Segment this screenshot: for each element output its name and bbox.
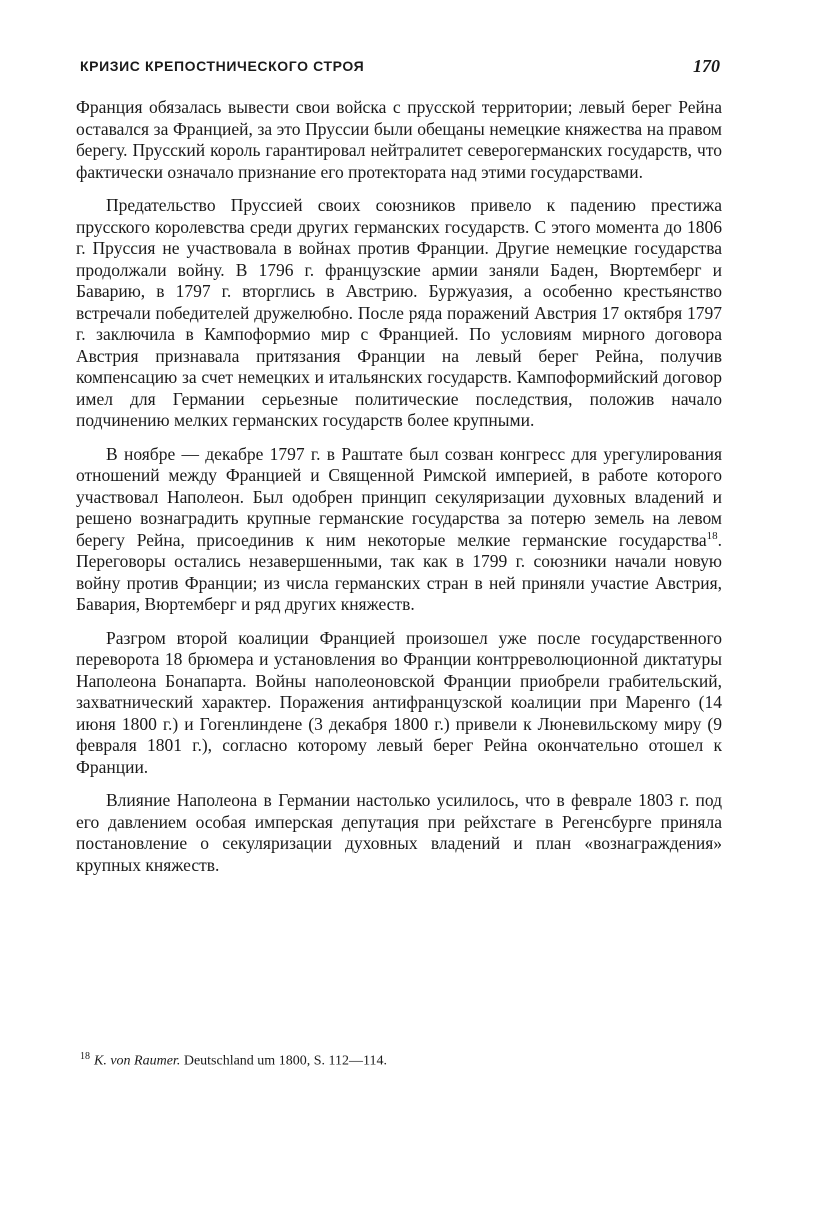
running-title: КРИЗИС КРЕПОСТНИЧЕСКОГО СТРОЯ <box>80 58 365 74</box>
footnote-reference[interactable]: 18 <box>706 529 718 542</box>
page-number: 170 <box>693 56 720 76</box>
paragraph-2: Предательство Пруссией своих союзников привело к падению престижа прусского королевства среди других германских государств. С этого момента до 1806 г. Пруссия не участвовала в войнах против Франции. Другие немецкие государства продолжали войну. В 1796 г. французские армии заняли Баден, Вюртемберг и Баварию, в 1797 г. вторглись в Австрию. Буржуазия, а особенно крестьянство встречали победителей дружелюбно. После ряда поражений Австрия 17 октября 1797 г. заключила в Кампоформио мир с Францией. По условиям мирного договора Австрия признавала притязания Франции на левый берег Рейна, получив компенсацию за счет немецких и итальянских государств. Кампоформийский договор имел для Германии серьезные политические последствия, положив начало подчинению мелких германских государств более крупными. <box>76 195 722 430</box>
footnote-number: 18 <box>80 1051 90 1062</box>
running-head <box>80 58 720 82</box>
body-text <box>76 97 722 888</box>
paragraph-1: Франция обязалась вывести свои войска с прусской территории; левый берег Рейна оставался за Францией, за это Пруссии были обещаны немецкие княжества на правом берегу. Прусский король гарантировал нейтралитет северогерманских государств, что фактически означало признание его протектората над этими государствами. <box>76 97 722 182</box>
footnote-citation: Deutschland um 1800, S. 112—114. <box>183 1053 387 1069</box>
paragraph-3-text-after: . Переговоры остались незавершенными, так как в 1799 г. союзники начали новую войну против Франции; из числа германских стран в ней приняли участие Австрия, Бавария, Вюртемберг и ряд других княжеств. <box>76 529 722 614</box>
footnote-author: K. von Raumer. <box>94 1053 181 1069</box>
paragraph-3-text-before: В ноябре — декабре 1797 г. в Раштате был созван конгресс для урегулирования отношений между Францией и Священной Римской империей, в работе которого участвовал Наполеон. Был одобрен принцип секуляризации духовных владений и решено вознаградить крупные германские государства за потерю земель на левом берегу Рейна, присоединив к ним некоторые мелкие германские государства <box>76 443 722 550</box>
paragraph-3 <box>76 444 722 616</box>
paragraph-4: Разгром второй коалиции Францией произошел уже после государственного переворота 18 брюмера и установления во Франции контрреволюционной диктатуры Наполеона Бонапарта. Войны наполеоновской Франции приобрели грабительский, захватнический характер. Поражения антифранцузской коалиции при Маренго (14 июня 1800 г.) и Гогенлиндене (3 декабря 1800 г.) привели к Люневильскому миру (9 февраля 1801 г.), согласно которому левый берег Рейна окончательно отошел к Франции. <box>76 627 722 777</box>
paragraph-5: Влияние Наполеона в Германии настолько усилилось, что в феврале 1803 г. под его давлением особая имперская депутация при рейхстаге в Регенсбурге приняла постановление о секуляризации духовных владений и план «вознаграждения» крупных княжеств. <box>76 790 722 875</box>
footnote <box>80 1048 720 1071</box>
